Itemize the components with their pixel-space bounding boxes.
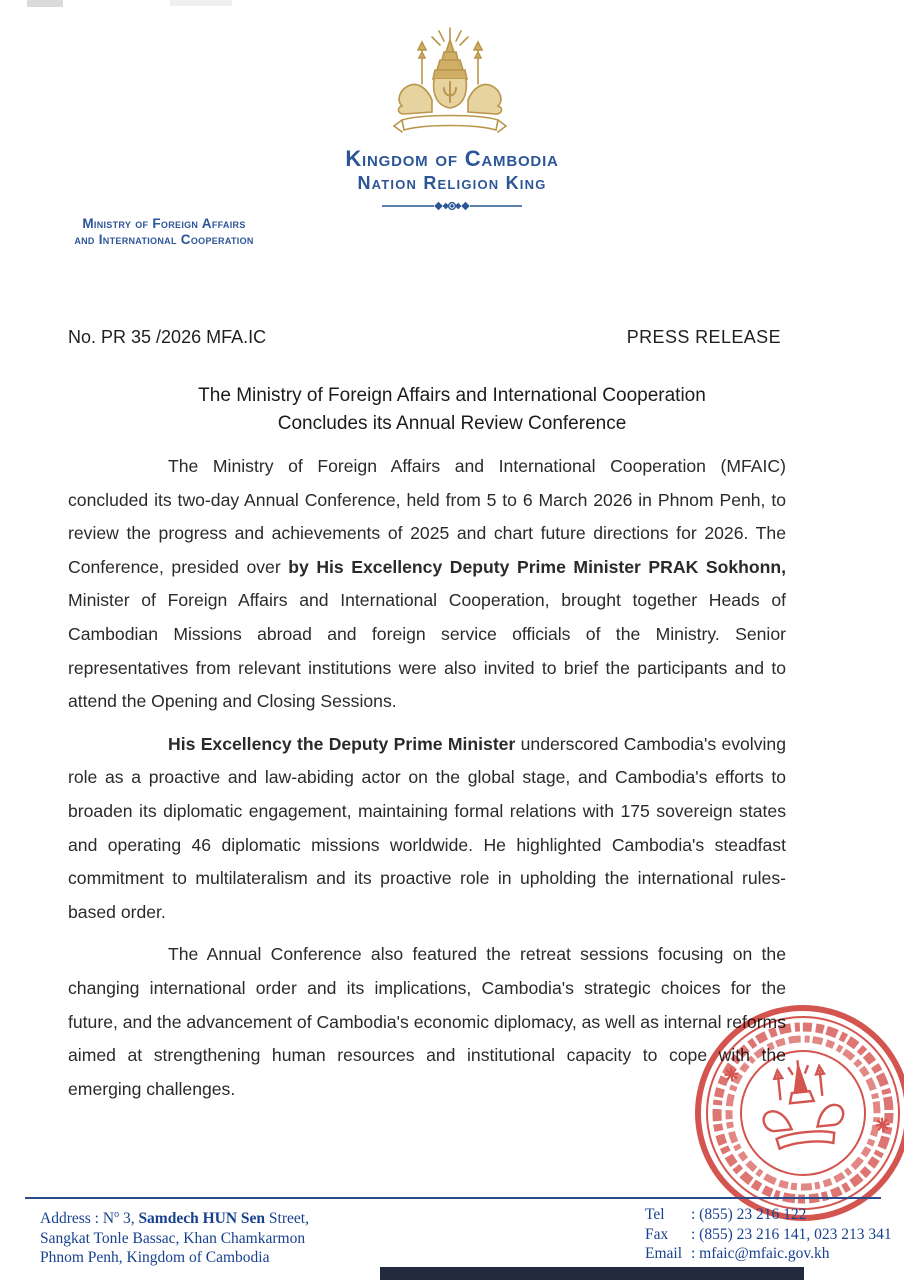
paragraph: The Annual Conference also featured the retreat sessions focusing on the changing international order and its implications, Cambodia's strategic choices for the future, and the advancement of Cambodia's economic diplomacy, as well as internal reforms aimed at strengthening human resources and institutional capacity to cope with the emerging challenges. <box>68 944 786 1099</box>
contact-tel <box>645 1205 892 1225</box>
address-line2: Sangkat Tonle Bassac, Khan Chamkarmon <box>40 1229 306 1247</box>
scan-edge-bar <box>380 1267 804 1280</box>
document-title-line2: Concludes its Annual Review Conference <box>277 412 627 434</box>
document-title-line1: The Ministry of Foreign Affairs and International Cooperation <box>198 385 706 406</box>
footer-divider <box>25 1197 881 1199</box>
footer-address <box>40 1205 309 1268</box>
contact-fax <box>645 1225 892 1245</box>
email-value: : mfaic@mfaic.gov.kh <box>691 1245 830 1262</box>
scan-artifact <box>170 0 232 6</box>
fax-value: : (855) 23 216 141, 023 213 341 <box>691 1225 892 1243</box>
footer-contact <box>645 1205 892 1264</box>
tel-value: : (855) 23 216 122 <box>691 1206 807 1223</box>
tel-label: Tel <box>645 1206 665 1223</box>
address-line1: Address : $N^o$ 3, Samdech HUN Sen Street, <box>40 1209 309 1228</box>
document-title <box>0 382 904 437</box>
reference-number: No. PR 35 /2026 MFA.IC <box>68 327 267 347</box>
ministry-name-line2: and International Cooperation <box>74 231 254 247</box>
paragraph: The Ministry of Foreign Affairs and International Cooperation (MFAIC) concluded its two-day Annual Conference, held from 5 to 6 March 2026 in Phnom Penh, to review the progress and achievements of 2025 and chart future directions for 2026. The Conference, presided over by His Excellency Deputy Prime Minister PRAK Sokhonn, Minister of Foreign Affairs and International Cooperation, brought together Heads of Cambodian Missions abroad and foreign service officials of the Ministry. Senior representatives from relevant institutions were also invited to brief the participants and to attend the Opening and Closing Sessions. <box>68 456 786 712</box>
contact-email <box>645 1244 892 1264</box>
ornamental-divider-icon <box>382 199 522 217</box>
email-label: Email <box>645 1245 683 1262</box>
ministry-name-block <box>28 216 300 247</box>
fax-label: Fax <box>645 1225 669 1243</box>
scan-artifact <box>27 0 63 7</box>
reference-row <box>68 327 781 348</box>
kingdom-title: Kingdom of Cambodia <box>345 146 559 171</box>
national-motto: Nation Religion King <box>357 173 547 193</box>
royal-arms-emblem-icon <box>388 26 512 146</box>
ministry-name-line1: Ministry of Foreign Affairs <box>82 216 246 231</box>
address-line3: Phnom Penh, Kingdom of Cambodia <box>40 1249 270 1267</box>
ministry-red-seal-icon <box>679 989 904 1237</box>
document-type-label: PRESS RELEASE <box>626 327 781 347</box>
paragraph: His Excellency the Deputy Prime Minister underscored Cambodia's evolving role as a proactive and law-abiding actor on the global stage, and Cambodia's efforts to broaden its diplomatic engagement, maintaining formal relations with 175 sovereign states and operating 46 diplomatic missions worldwide. He highlighted Cambodia's steadfast commitment to multilateralism and its proactive role in upholding the international rules-based order. <box>68 733 786 922</box>
